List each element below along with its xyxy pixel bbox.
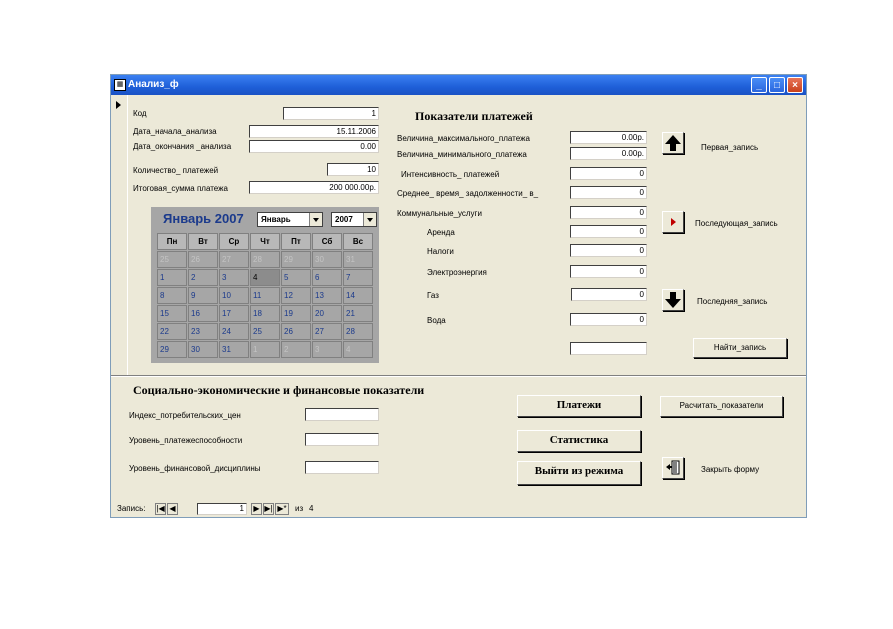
- current-record-arrow-icon: [116, 101, 121, 109]
- calendar-day[interactable]: 29: [281, 251, 311, 268]
- payment-row-label: Коммунальные_услуги: [397, 209, 482, 218]
- payment-row-label: Среднее_ время_ задолженности_ в_: [397, 189, 539, 198]
- next-record-button[interactable]: [662, 211, 684, 233]
- close-form-button[interactable]: [662, 457, 684, 479]
- calendar-day[interactable]: 10: [219, 287, 249, 304]
- calendar-day[interactable]: 9: [188, 287, 218, 304]
- socio-row-field[interactable]: [305, 461, 379, 474]
- calendar-day[interactable]: 6: [312, 269, 342, 286]
- calendar-day[interactable]: 28: [343, 323, 373, 340]
- payment-row-label: Налоги: [427, 247, 454, 256]
- calendar-day[interactable]: 2: [281, 341, 311, 358]
- kod-field[interactable]: 1: [283, 107, 379, 120]
- calendar-day[interactable]: 17: [219, 305, 249, 322]
- total-field[interactable]: 200 000.00р.: [249, 181, 379, 194]
- calendar-weekday: Сб: [312, 233, 342, 250]
- chevron-down-icon[interactable]: [309, 213, 322, 226]
- calendar-weekday: Пт: [281, 233, 311, 250]
- calendar-control[interactable]: [151, 207, 379, 363]
- record-number-field[interactable]: 1: [197, 503, 247, 515]
- chevron-down-icon[interactable]: [363, 213, 376, 226]
- payment-row-field[interactable]: 0: [571, 288, 647, 301]
- minimize-button[interactable]: _: [751, 77, 767, 93]
- calendar-day[interactable]: 20: [312, 305, 342, 322]
- calendar-grid: [157, 233, 377, 359]
- payment-row-label: Электроэнергия: [427, 268, 487, 277]
- payment-row-field[interactable]: 0: [570, 167, 647, 180]
- window-title: Анализ_ф: [128, 79, 179, 90]
- payment-row-field[interactable]: 0: [570, 206, 647, 219]
- calendar-day[interactable]: 26: [281, 323, 311, 340]
- calendar-day[interactable]: 30: [312, 251, 342, 268]
- form-icon: ▦: [114, 79, 126, 91]
- calendar-day[interactable]: 31: [219, 341, 249, 358]
- nav-next-button[interactable]: ▶: [251, 503, 262, 515]
- year-select[interactable]: [331, 212, 377, 227]
- record-label: Запись:: [117, 504, 146, 513]
- payment-row-field[interactable]: 0: [570, 265, 647, 278]
- date-start-field[interactable]: 15.11.2006: [249, 125, 379, 138]
- payment-row-label: Газ: [427, 291, 439, 300]
- calendar-day[interactable]: 15: [157, 305, 187, 322]
- calendar-day[interactable]: 2: [188, 269, 218, 286]
- statistics-button[interactable]: Статистика: [517, 430, 641, 452]
- calendar-day[interactable]: 25: [157, 251, 187, 268]
- section-divider: [111, 375, 806, 377]
- calendar-day[interactable]: 27: [312, 323, 342, 340]
- calendar-day[interactable]: 23: [188, 323, 218, 340]
- exit-mode-button[interactable]: Выйти из режима: [517, 461, 641, 485]
- total-label: Итоговая_сумма платежа: [133, 184, 228, 193]
- socio-row-field[interactable]: [305, 408, 379, 421]
- first-record-label: Первая_запись: [701, 143, 759, 152]
- nav-first-button[interactable]: |◀: [156, 504, 165, 513]
- calendar-day[interactable]: 4: [343, 341, 373, 358]
- payment-row-label: Величина_минимального_платежа: [397, 150, 527, 159]
- calendar-day[interactable]: 7: [343, 269, 373, 286]
- calendar-day[interactable]: 8: [157, 287, 187, 304]
- calendar-weekday: Вс: [343, 233, 373, 250]
- month-select[interactable]: [257, 212, 323, 227]
- record-navigation-bar: [111, 503, 371, 517]
- nav-last-button[interactable]: ▶|: [264, 504, 273, 513]
- calendar-day[interactable]: 30: [188, 341, 218, 358]
- record-of-label: из: [295, 504, 304, 513]
- socio-title: Социально-экономические и финансовые показатели: [133, 383, 425, 397]
- payment-row-label: Аренда: [427, 228, 455, 237]
- find-record-button[interactable]: Найти_запись: [693, 338, 787, 358]
- last-record-label: Последняя_запись: [697, 297, 768, 306]
- socio-row-label: Индекс_потребительских_цен: [129, 411, 241, 420]
- form-window: [110, 74, 807, 518]
- count-field[interactable]: 10: [327, 163, 379, 176]
- calendar-title: Январь 2007: [163, 211, 244, 226]
- calendar-day[interactable]: 5: [281, 269, 311, 286]
- payment-row-label: Интенсивность_ платежей: [401, 170, 500, 179]
- extra-field[interactable]: [570, 342, 647, 355]
- next-record-label: Последующая_запись: [695, 219, 778, 228]
- payment-row-field[interactable]: 0.00р.: [570, 131, 647, 144]
- payments-title: Показатели платежей: [415, 109, 533, 123]
- first-record-button[interactable]: [662, 132, 684, 154]
- calendar-day[interactable]: 29: [157, 341, 187, 358]
- close-button[interactable]: ×: [787, 77, 803, 93]
- last-record-button[interactable]: [662, 289, 684, 311]
- calendar-day[interactable]: 12: [281, 287, 311, 304]
- arrow-up-icon: [663, 133, 683, 153]
- payment-row-label: Вода: [427, 316, 446, 325]
- calendar-day[interactable]: 26: [188, 251, 218, 268]
- calendar-day[interactable]: 31: [343, 251, 373, 268]
- payment-row-field[interactable]: 0.00р.: [570, 147, 647, 160]
- date-end-field[interactable]: 0.00: [249, 140, 379, 153]
- calendar-day[interactable]: 3: [312, 341, 342, 358]
- calendar-day[interactable]: 24: [219, 323, 249, 340]
- calendar-day[interactable]: 13: [312, 287, 342, 304]
- calendar-day[interactable]: 27: [219, 251, 249, 268]
- calendar-day[interactable]: 21: [343, 305, 373, 322]
- socio-row-label: Уровень_финансовой_дисциплины: [129, 464, 261, 473]
- door-exit-icon: [663, 458, 683, 478]
- calendar-weekday: Вт: [188, 233, 218, 250]
- arrow-down-icon: [663, 290, 683, 310]
- date-end-label: Дата_окончания _анализа: [133, 142, 232, 151]
- calendar-day[interactable]: 1: [157, 269, 187, 286]
- payment-row-label: Величина_максимального_платежа: [397, 134, 530, 143]
- nav-new-button[interactable]: ▶*: [275, 503, 289, 515]
- maximize-button[interactable]: □: [769, 77, 785, 93]
- calendar-day[interactable]: 25: [250, 323, 280, 340]
- date-start-label: Дата_начала_анализа: [133, 127, 217, 136]
- calendar-weekday: Чт: [250, 233, 280, 250]
- calendar-day[interactable]: 28: [250, 251, 280, 268]
- payment-row-field[interactable]: 0: [570, 186, 647, 199]
- socio-row-field[interactable]: [305, 433, 379, 446]
- year-select-value: 2007: [335, 215, 353, 224]
- record-selector[interactable]: [111, 95, 128, 375]
- calc-indicators-button[interactable]: Расчитать_показатели: [660, 396, 783, 417]
- month-select-value: Январь: [261, 215, 291, 224]
- nav-prev-button[interactable]: ◀: [167, 503, 178, 515]
- calendar-day[interactable]: 19: [281, 305, 311, 322]
- calendar-day[interactable]: 3: [219, 269, 249, 286]
- payment-row-field[interactable]: 0: [570, 313, 647, 326]
- calendar-weekday: Пн: [157, 233, 187, 250]
- payments-button[interactable]: Платежи: [517, 395, 641, 417]
- count-label: Количество_ платежей: [133, 166, 219, 175]
- calendar-day[interactable]: 14: [343, 287, 373, 304]
- record-total: 4: [309, 504, 314, 513]
- title-bar: [111, 75, 806, 95]
- payment-row-field[interactable]: 0: [570, 225, 647, 238]
- close-form-label: Закрыть форму: [701, 465, 760, 474]
- calendar-day[interactable]: 4: [250, 269, 280, 286]
- calendar-weekday: Ср: [219, 233, 249, 250]
- socio-row-label: Уровень_платежеспособности: [129, 436, 243, 445]
- payment-row-field[interactable]: 0: [570, 244, 647, 257]
- calendar-day[interactable]: 11: [250, 287, 280, 304]
- kod-label: Код: [133, 109, 147, 118]
- calendar-day[interactable]: 1: [250, 341, 280, 358]
- calendar-day[interactable]: 22: [157, 323, 187, 340]
- calendar-day[interactable]: 18: [250, 305, 280, 322]
- arrow-right-icon: [663, 212, 683, 232]
- calendar-day[interactable]: 16: [188, 305, 218, 322]
